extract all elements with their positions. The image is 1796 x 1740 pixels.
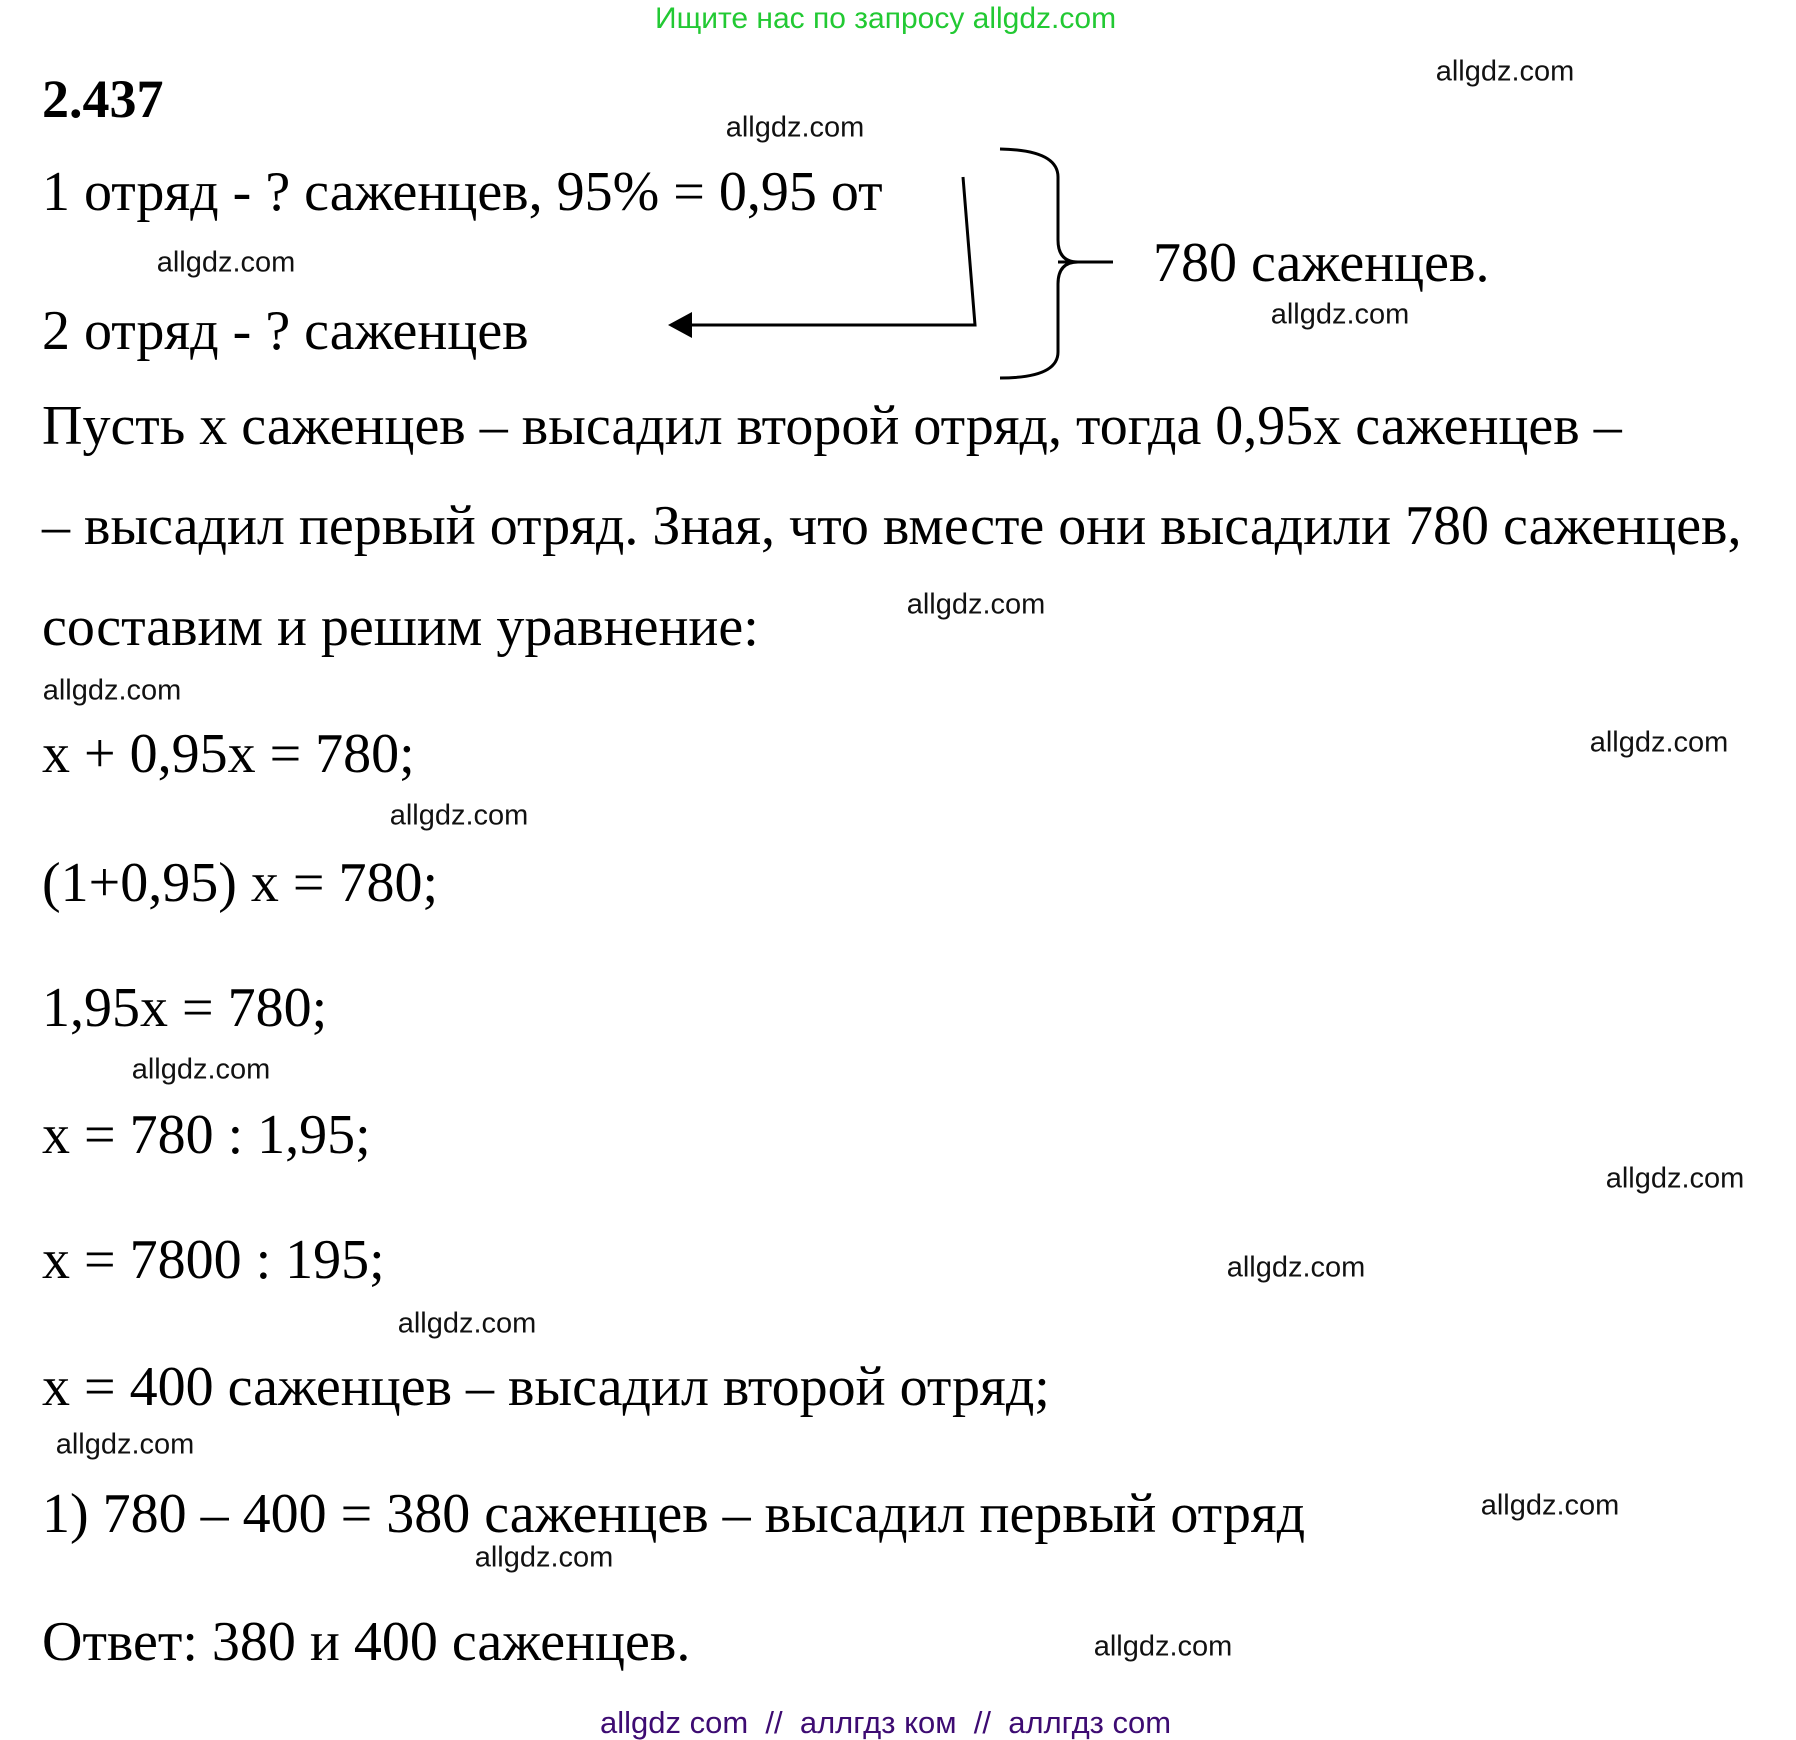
watermark: allgdz.com — [1226, 1251, 1366, 1284]
answer-line: Ответ: 380 и 400 саженцев. — [42, 1611, 691, 1673]
watermark: allgdz.com — [1589, 726, 1729, 759]
watermark: allgdz.com — [42, 674, 182, 707]
given-line-1: 1 отряд - ? саженцев, 95% = 0,95 от — [42, 161, 883, 223]
equation-line: (1+0,95) x = 780; — [42, 852, 439, 914]
footer-links: allgdz com // аллгдз ком // аллгдз com — [600, 1705, 1172, 1740]
watermark: allgdz.com — [131, 1053, 271, 1086]
given-line-2: 2 отряд - ? саженцев — [42, 300, 529, 362]
watermark: allgdz.com — [1270, 298, 1410, 331]
watermark: allgdz.com — [474, 1541, 614, 1574]
given-total: 780 саженцев. — [1153, 232, 1490, 294]
watermark: allgdz.com — [906, 588, 1046, 621]
watermark: allgdz.com — [55, 1428, 195, 1461]
solution-line: 1) 780 – 400 = 380 саженцев – высадил первый отряд — [42, 1483, 1306, 1545]
watermark: allgdz.com — [1605, 1162, 1745, 1195]
watermark: allgdz.com — [1435, 55, 1575, 88]
equation-line: x + 0,95x = 780; — [42, 723, 415, 785]
problem-number: 2.437 — [42, 69, 164, 129]
equation-line: x = 780 : 1,95; — [42, 1104, 371, 1166]
watermark: allgdz.com — [725, 111, 865, 144]
watermark: allgdz.com — [1093, 1630, 1233, 1663]
watermark: allgdz.com — [397, 1307, 537, 1340]
equation-line: x = 7800 : 195; — [42, 1229, 385, 1291]
solution-line: – высадил первый отряд. Зная, что вместе они высадили 780 саженцев, — [42, 495, 1742, 557]
watermark: allgdz.com — [1480, 1489, 1620, 1522]
watermark: allgdz.com — [389, 799, 529, 832]
equation-line: 1,95x = 780; — [42, 977, 328, 1039]
solution-line: Пусть x саженцев – высадил второй отряд, тогда 0,95x саженцев – — [42, 395, 1622, 457]
watermark: allgdz.com — [156, 246, 296, 279]
arrow-icon — [668, 177, 975, 338]
solution-line: составим и решим уравнение: — [42, 596, 759, 658]
solution-line: x = 400 саженцев – высадил второй отряд; — [42, 1356, 1050, 1418]
promo-header: Ищите нас по запросу allgdz.com — [655, 2, 1117, 35]
